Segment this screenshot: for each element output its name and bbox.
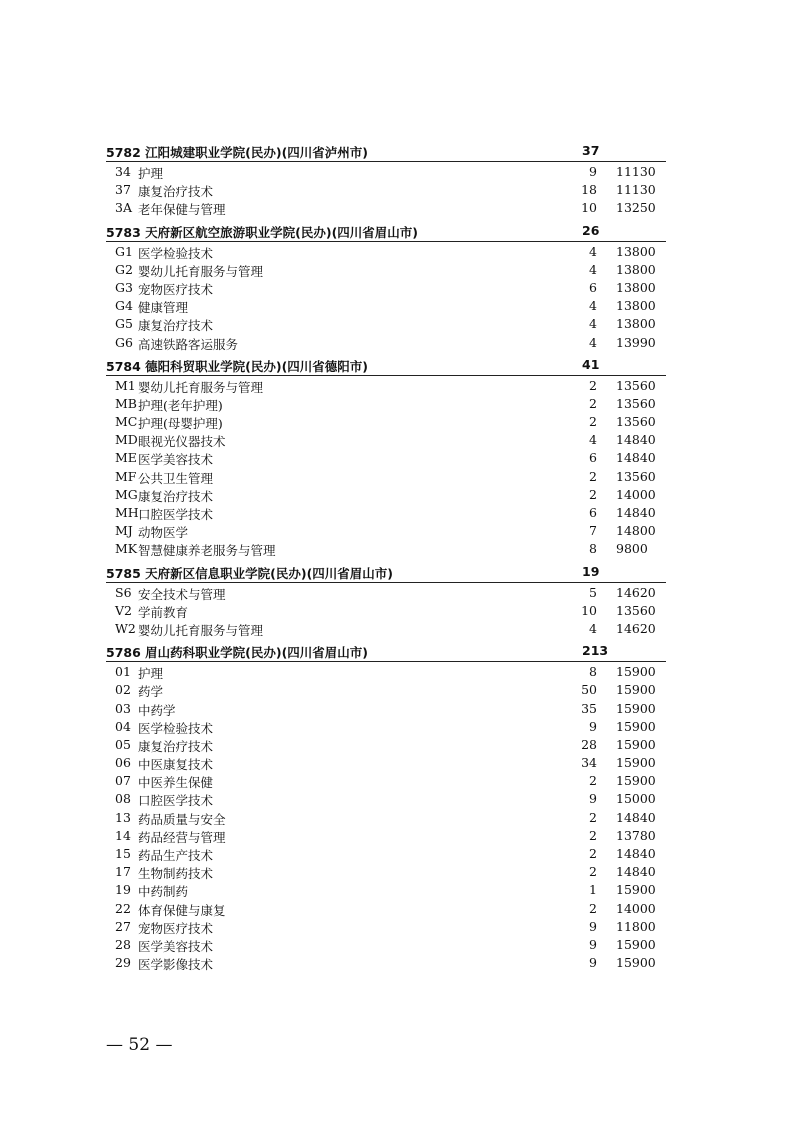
major-row xyxy=(106,394,666,412)
major-name: 智慧健康养老服务与管理 xyxy=(138,543,276,559)
major-fee: 14840 xyxy=(616,846,656,861)
major-fee: 13250 xyxy=(616,200,656,216)
major-row xyxy=(106,680,666,698)
major-name: 宠物医疗技术 xyxy=(138,281,214,297)
major-code: 3A xyxy=(115,200,132,216)
school-header xyxy=(106,141,666,162)
major-name: 药品质量与安全 xyxy=(138,811,226,827)
major-code: 34 xyxy=(115,164,131,179)
major-code: G5 xyxy=(115,316,133,332)
major-name: 中医养生保健 xyxy=(138,775,214,791)
major-code: G2 xyxy=(115,261,133,277)
major-count: 6 xyxy=(589,450,597,466)
major-name: 药品生产技术 xyxy=(138,848,214,863)
major-row xyxy=(106,539,666,557)
major-count: 2 xyxy=(589,846,597,861)
major-fee: 14000 xyxy=(616,900,656,916)
school-total: 213 xyxy=(582,643,609,659)
major-fee: 14000 xyxy=(616,486,656,502)
major-fee: 13800 xyxy=(616,316,656,332)
major-name: 康复治疗技术 xyxy=(138,488,214,504)
major-name: 康复治疗技术 xyxy=(138,318,214,334)
major-count: 4 xyxy=(589,432,597,448)
major-fee: 15900 xyxy=(616,955,656,971)
major-count: 2 xyxy=(589,414,597,430)
major-fee: 14840 xyxy=(616,505,656,520)
major-code: 15 xyxy=(115,846,131,861)
major-code: 03 xyxy=(115,700,131,716)
school-header xyxy=(106,562,666,583)
major-row xyxy=(106,753,666,771)
major-row xyxy=(106,717,666,735)
major-row xyxy=(106,503,666,521)
major-count: 2 xyxy=(589,486,597,502)
major-name: 健康管理 xyxy=(138,300,189,316)
school-name: 5782 江阳城建职业学院(民办)(四川省泸州市) xyxy=(106,145,368,160)
major-count: 9 xyxy=(589,164,597,179)
major-count: 2 xyxy=(589,900,597,916)
major-name: 康复治疗技术 xyxy=(138,738,214,754)
major-code: MJ xyxy=(115,523,133,539)
major-count: 2 xyxy=(589,809,597,825)
major-fee: 11130 xyxy=(616,164,656,179)
major-row xyxy=(106,935,666,953)
major-name: 康复治疗技术 xyxy=(138,184,214,200)
major-row xyxy=(106,198,666,216)
major-count: 2 xyxy=(589,827,597,843)
major-row xyxy=(106,242,666,260)
major-name: 护理(母婴护理) xyxy=(138,416,223,432)
major-fee: 13990 xyxy=(616,334,656,350)
major-name: 体育保健与康复 xyxy=(138,902,226,918)
major-name: 公共卫生管理 xyxy=(138,470,214,486)
major-code: MF xyxy=(115,468,137,484)
major-count: 4 xyxy=(589,334,597,350)
major-fee: 15900 xyxy=(616,755,656,771)
major-code: 27 xyxy=(115,918,131,934)
major-count: 9 xyxy=(589,918,597,934)
major-code: 19 xyxy=(115,882,131,898)
major-row xyxy=(106,260,666,278)
major-code: 17 xyxy=(115,864,131,880)
major-row xyxy=(106,735,666,753)
major-name: 婴幼儿托育服务与管理 xyxy=(138,379,264,395)
major-name: 学前教育 xyxy=(138,604,189,620)
school-name: 5786 眉山药科职业学院(民办)(四川省眉山市) xyxy=(106,645,368,661)
major-name: 药学 xyxy=(138,684,164,700)
major-row xyxy=(106,448,666,466)
major-row xyxy=(106,314,666,332)
major-code: ME xyxy=(115,450,137,466)
major-code: 01 xyxy=(115,664,131,680)
page-number: — 52 — xyxy=(106,1035,173,1055)
major-fee: 15900 xyxy=(616,936,656,952)
major-code: M1 xyxy=(115,377,136,393)
major-row xyxy=(106,412,666,430)
school-header xyxy=(106,641,666,662)
major-name: 宠物医疗技术 xyxy=(138,920,214,936)
major-code: MG xyxy=(115,486,138,502)
major-name: 医学美容技术 xyxy=(138,452,214,468)
major-name: 口腔医学技术 xyxy=(138,793,214,809)
major-row xyxy=(106,953,666,971)
major-name: 口腔医学技术 xyxy=(138,507,214,522)
major-count: 2 xyxy=(589,468,597,484)
major-row xyxy=(106,521,666,539)
major-row xyxy=(106,808,666,826)
major-count: 10 xyxy=(581,200,597,216)
major-code: S6 xyxy=(115,584,132,600)
major-fee: 13560 xyxy=(616,395,656,411)
major-name: 医学检验技术 xyxy=(138,720,214,736)
major-count: 4 xyxy=(589,316,597,332)
major-fee: 13800 xyxy=(616,298,656,314)
major-count: 6 xyxy=(589,279,597,295)
major-code: 28 xyxy=(115,936,131,952)
major-name: 婴幼儿托育服务与管理 xyxy=(138,263,264,279)
major-name: 护理 xyxy=(138,166,164,181)
major-name: 中药学 xyxy=(138,702,176,718)
major-name: 眼视光仪器技术 xyxy=(138,434,226,450)
major-row xyxy=(106,844,666,862)
major-name: 护理(老年护理) xyxy=(138,397,223,413)
major-fee: 15900 xyxy=(616,773,656,789)
major-fee: 13560 xyxy=(616,414,656,430)
major-fee: 11800 xyxy=(616,918,656,934)
major-fee: 15900 xyxy=(616,664,656,680)
major-row xyxy=(106,296,666,314)
major-count: 34 xyxy=(581,755,597,771)
major-code: 08 xyxy=(115,791,131,807)
school-name: 5783 天府新区航空旅游职业学院(民办)(四川省眉山市) xyxy=(106,224,418,240)
major-count: 4 xyxy=(589,620,597,636)
major-code: W2 xyxy=(115,620,136,636)
major-count: 10 xyxy=(581,602,597,618)
school-header xyxy=(106,355,666,376)
major-fee: 15900 xyxy=(616,700,656,716)
school-total: 41 xyxy=(582,356,600,372)
major-code: MD xyxy=(115,432,138,448)
school-total: 19 xyxy=(582,563,600,579)
major-fee: 13560 xyxy=(616,602,656,618)
major-row xyxy=(106,899,666,917)
major-code: 22 xyxy=(115,900,131,916)
major-row xyxy=(106,162,666,180)
major-row xyxy=(106,278,666,296)
major-code: MH xyxy=(115,505,139,520)
major-code: 04 xyxy=(115,718,131,734)
major-fee: 13800 xyxy=(616,279,656,295)
major-name: 中药制药 xyxy=(138,884,189,900)
major-row xyxy=(106,583,666,601)
school-header xyxy=(106,221,666,242)
major-code: G6 xyxy=(115,334,133,350)
major-row xyxy=(106,601,666,619)
major-count: 50 xyxy=(581,682,597,698)
major-code: 06 xyxy=(115,755,131,771)
major-name: 高速铁路客运服务 xyxy=(138,336,239,352)
major-name: 医学美容技术 xyxy=(138,938,214,954)
major-fee: 15900 xyxy=(616,718,656,734)
major-fee: 9800 xyxy=(616,541,648,557)
major-name: 护理 xyxy=(138,666,164,682)
major-fee: 13780 xyxy=(616,827,656,843)
major-count: 7 xyxy=(589,523,597,539)
major-count: 35 xyxy=(581,700,597,716)
major-row xyxy=(106,880,666,898)
school-name: 5785 天府新区信息职业学院(民办)(四川省眉山市) xyxy=(106,565,393,581)
major-code: MB xyxy=(115,395,137,411)
major-code: G1 xyxy=(115,243,133,259)
major-code: 14 xyxy=(115,827,131,843)
major-count: 9 xyxy=(589,718,597,734)
major-row xyxy=(106,619,666,637)
major-row xyxy=(106,333,666,351)
major-fee: 15900 xyxy=(616,682,656,698)
major-fee: 14800 xyxy=(616,523,656,539)
major-row xyxy=(106,826,666,844)
major-name: 安全技术与管理 xyxy=(138,586,226,602)
major-code: MC xyxy=(115,414,138,430)
major-count: 8 xyxy=(589,541,597,557)
major-row xyxy=(106,485,666,503)
major-row xyxy=(106,789,666,807)
major-row xyxy=(106,917,666,935)
major-name: 生物制药技术 xyxy=(138,866,214,882)
major-count: 9 xyxy=(589,936,597,952)
major-count: 1 xyxy=(589,882,597,898)
major-fee: 14620 xyxy=(616,620,656,636)
major-fee: 13800 xyxy=(616,243,656,259)
school-total: 37 xyxy=(582,143,600,158)
major-code: G3 xyxy=(115,279,133,295)
major-row xyxy=(106,771,666,789)
major-row xyxy=(106,699,666,717)
major-name: 老年保健与管理 xyxy=(138,202,226,218)
major-count: 2 xyxy=(589,395,597,411)
major-fee: 14840 xyxy=(616,864,656,880)
major-fee: 11130 xyxy=(616,182,656,198)
major-name: 动物医学 xyxy=(138,525,189,541)
major-row xyxy=(106,862,666,880)
major-row xyxy=(106,430,666,448)
major-fee: 15900 xyxy=(616,882,656,898)
major-code: MK xyxy=(115,541,138,557)
major-count: 6 xyxy=(589,505,597,520)
major-count: 9 xyxy=(589,955,597,971)
major-fee: 14840 xyxy=(616,450,656,466)
major-count: 4 xyxy=(589,261,597,277)
major-count: 28 xyxy=(581,736,597,752)
major-code: 02 xyxy=(115,682,131,698)
major-code: 05 xyxy=(115,736,131,752)
major-fee: 14840 xyxy=(616,809,656,825)
major-name: 医学检验技术 xyxy=(138,245,214,261)
major-fee: 14840 xyxy=(616,432,656,448)
major-fee: 15000 xyxy=(616,791,656,807)
major-row xyxy=(106,662,666,680)
major-count: 4 xyxy=(589,243,597,259)
major-count: 2 xyxy=(589,864,597,880)
major-fee: 13800 xyxy=(616,261,656,277)
school-name: 5784 德阳科贸职业学院(民办)(四川省德阳市) xyxy=(106,358,368,374)
major-name: 医学影像技术 xyxy=(138,957,214,973)
major-name: 中医康复技术 xyxy=(138,757,214,773)
major-count: 5 xyxy=(589,584,597,600)
major-code: G4 xyxy=(115,298,133,314)
major-code: 29 xyxy=(115,955,131,971)
major-count: 18 xyxy=(581,182,597,198)
major-code: 07 xyxy=(115,773,131,789)
major-name: 婴幼儿托育服务与管理 xyxy=(138,622,264,638)
major-row xyxy=(106,180,666,198)
major-code: V2 xyxy=(115,602,132,618)
major-count: 9 xyxy=(589,791,597,807)
school-total: 26 xyxy=(582,222,600,238)
major-name: 药品经营与管理 xyxy=(138,829,226,845)
major-code: 13 xyxy=(115,809,131,825)
major-fee: 13560 xyxy=(616,377,656,393)
major-count: 4 xyxy=(589,298,597,314)
admission-plan-table xyxy=(106,141,666,971)
major-row xyxy=(106,376,666,394)
major-count: 8 xyxy=(589,664,597,680)
major-count: 2 xyxy=(589,773,597,789)
major-count: 2 xyxy=(589,377,597,393)
major-row xyxy=(106,467,666,485)
major-fee: 14620 xyxy=(616,584,656,600)
major-code: 37 xyxy=(115,182,131,198)
major-fee: 15900 xyxy=(616,736,656,752)
major-fee: 13560 xyxy=(616,468,656,484)
